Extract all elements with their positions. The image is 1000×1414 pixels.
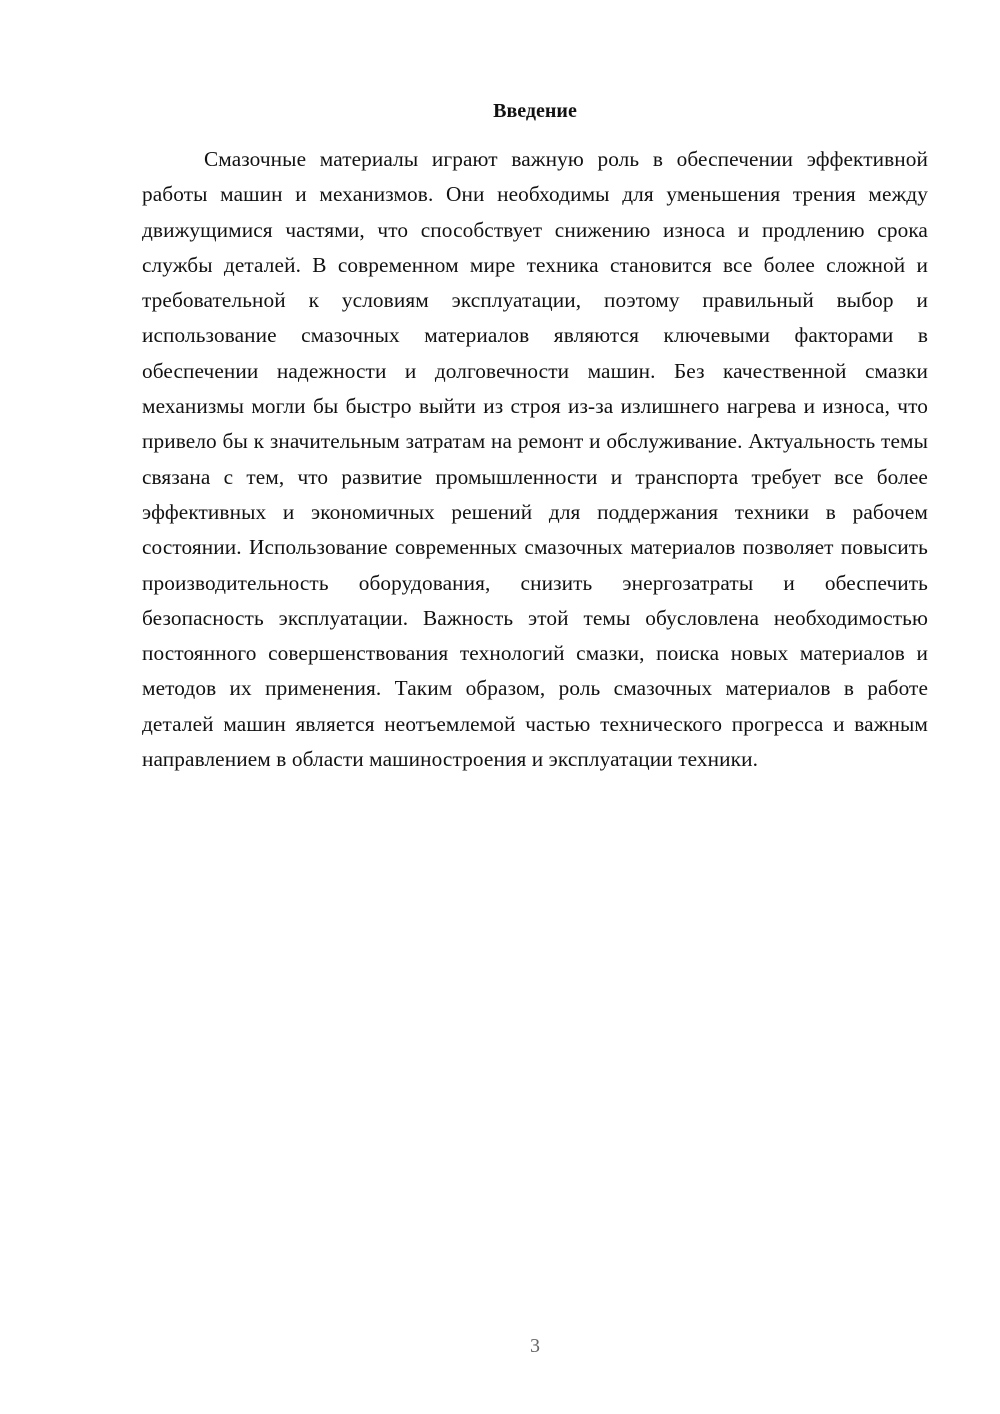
page-number: 3 [530, 1335, 540, 1357]
body-paragraph: Смазочные материалы играют важную роль в обеспечении эффективной работы машин и механизмов. Они необходимы для уменьшения трения между движущимися частями, что способствует снижению износа и продлению срока службы деталей. В современном мире техника становится все более сложной и требовательной к условиям эксплуатации, поэтому правильный выбор и использование смазочных материалов являются ключевыми факторами в обеспечении надежности и долговечности машин. Без качественной смазки механизмы могли бы быстро выйти из строя из-за излишнего нагрева и износа, что привело бы к значительным затратам на ремонт и обслуживание. Актуальность темы связана с тем, что развитие промышленности и транспорта требует все более эффективных и экономичных решений для поддержания техники в рабочем состоянии. Использование современных смазочных материалов позволяет повысить производительность оборудования, снизить энергозатраты и обеспечить безопасность эксплуатации. Важность этой темы обусловлена необходимостью постоянного совершенствования технологий смазки, поиска новых материалов и методов их применения. Таким образом, роль смазочных материалов в работе деталей машин является неотъемлемой частью технического прогресса и важным направлением в области машиностроения и эксплуатации техники. [142, 147, 928, 772]
section-heading: Введение [493, 100, 577, 122]
